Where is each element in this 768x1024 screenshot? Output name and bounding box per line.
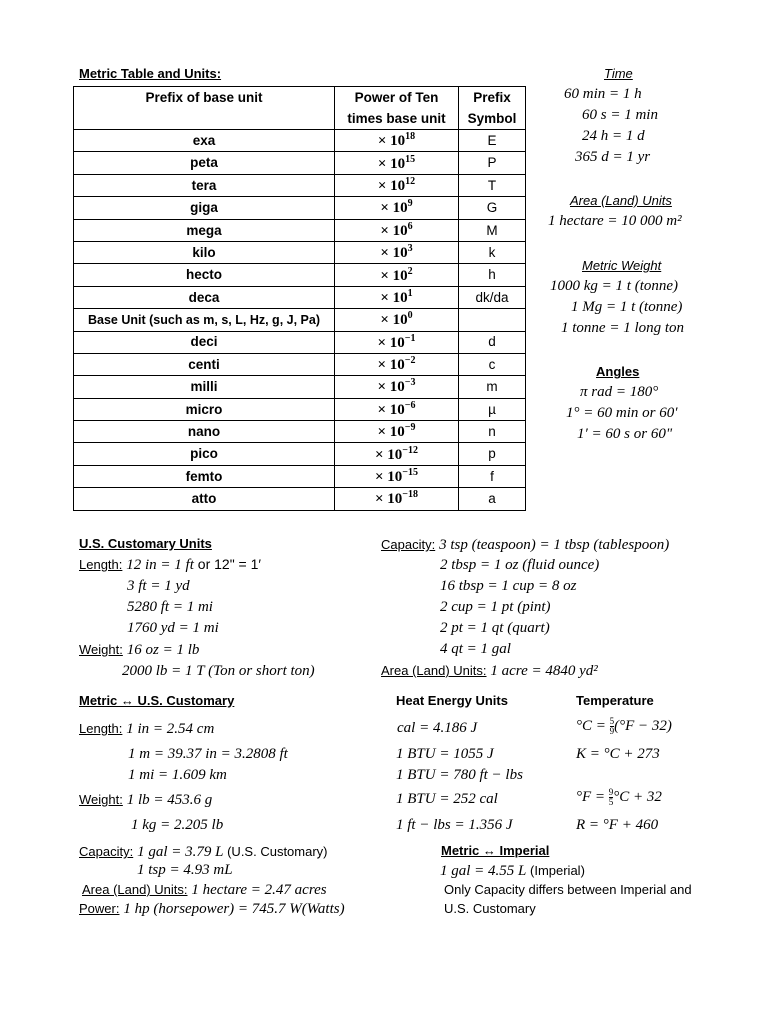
- capacity-line: 2 cup = 1 pt (pint): [440, 599, 551, 615]
- mu-capacity-label: Capacity:: [79, 844, 134, 859]
- symbol-cell: h: [459, 264, 526, 286]
- fraction-5-9: $\frac{5}{9}$: [609, 716, 615, 736]
- capacity-line: 4 qt = 1 gal: [440, 641, 511, 657]
- imperial-first: 1 gal = 4.55 L: [440, 863, 527, 879]
- time-line: 60 s = 1 min: [582, 107, 658, 123]
- area-land-title: Area (Land) Units: [570, 193, 672, 208]
- prefix-cell: kilo: [74, 241, 335, 263]
- heat-line: 1 BTU = 1055 J: [396, 746, 494, 762]
- us-length-line: 3 ft = 1 yd: [127, 578, 190, 594]
- table-row: [74, 197, 526, 219]
- prefix-cell: mega: [74, 219, 335, 241]
- prefix-cell: centi: [74, 353, 335, 375]
- prefix-cell: micro: [74, 398, 335, 420]
- symbol-cell: p: [459, 443, 526, 465]
- mu-length-first: 1 in = 2.54 cm: [126, 721, 215, 737]
- mu-weight-line: 1 kg = 2.205 lb: [131, 817, 224, 833]
- power-cell: × $10^{-1}$: [335, 331, 459, 353]
- symbol-cell: f: [459, 465, 526, 487]
- symbol-cell: dk/da: [459, 286, 526, 308]
- table-row: [74, 286, 526, 308]
- temperature-title: Temperature: [576, 693, 654, 708]
- mu-capacity-line: 1 tsp = 4.93 mL: [137, 862, 233, 878]
- capacity-line: 2 tbsp = 1 oz (fluid ounce): [440, 557, 600, 573]
- power-cell: × $10^{-9}$: [335, 421, 459, 443]
- fraction-9-5: $\frac{9}{5}$: [608, 787, 614, 807]
- prefix-cell: pico: [74, 443, 335, 465]
- power-cell: × $10^{18}$: [335, 130, 459, 152]
- temp-k-line: K = °C + 273: [576, 746, 660, 762]
- metric-weight-title: Metric Weight: [582, 258, 662, 273]
- power-cell: × $10^{-3}$: [335, 376, 459, 398]
- power-cell: × $10^6$: [335, 219, 459, 241]
- table-row: [74, 174, 526, 196]
- us-length-row: [79, 556, 261, 574]
- symbol-cell: [459, 309, 526, 331]
- mu-area-label: Area (Land) Units:: [82, 882, 188, 897]
- us-length-label: Length:: [79, 557, 123, 572]
- power-cell: × $10^{12}$: [335, 174, 459, 196]
- table-row: [74, 152, 526, 174]
- mu-length-row: [79, 720, 214, 738]
- table-header-row: [74, 87, 526, 130]
- metric-weight-line: 1 Mg = 1 t (tonne): [571, 299, 683, 315]
- time-title: Time: [604, 66, 633, 81]
- table-row: [74, 488, 526, 510]
- table-row: [74, 309, 526, 331]
- imperial-first-tail: (Imperial): [526, 863, 585, 878]
- us-length-first: 12 in = 1 ft: [126, 557, 194, 573]
- prefix-cell: tera: [74, 174, 335, 196]
- power-cell: × $10^{-2}$: [335, 353, 459, 375]
- prefix-cell: nano: [74, 421, 335, 443]
- table-row: [74, 264, 526, 286]
- power-cell: × $10^{-18}$: [335, 488, 459, 510]
- power-cell: × $10^{-12}$: [335, 443, 459, 465]
- power-cell: × $10^1$: [335, 286, 459, 308]
- us-length-first-tail: or 12" = 1′: [193, 556, 262, 572]
- table-row: [74, 443, 526, 465]
- us-weight-line: 2000 lb = 1 T (Ton or short ton): [122, 663, 315, 679]
- heat-line: 1 ft − lbs = 1.356 J: [396, 817, 513, 833]
- prefix-cell: deci: [74, 331, 335, 353]
- temp-f-line: °F = $\frac{9}{5}$ °C + 32: [576, 787, 662, 807]
- table-row: [74, 241, 526, 263]
- mu-power-value: 1 hp (horsepower) = 745.7 W(Watts): [123, 901, 345, 917]
- symbol-cell: k: [459, 241, 526, 263]
- prefix-cell: Base Unit (such as m, s, L, Hz, g, J, Pa): [74, 309, 335, 331]
- us-customary-title: U.S. Customary Units: [79, 536, 212, 551]
- metric-weight-line: 1000 kg = 1 t (tonne): [550, 278, 679, 294]
- table-row: [74, 376, 526, 398]
- symbol-cell: M: [459, 219, 526, 241]
- header-prefix: Prefix of base unit: [74, 87, 335, 130]
- table-row: [74, 331, 526, 353]
- mu-weight-row: [79, 791, 212, 809]
- table-row: [74, 465, 526, 487]
- power-cell: × $10^{-15}$: [335, 465, 459, 487]
- prefix-cell: hecto: [74, 264, 335, 286]
- temp-r-line: R = °F + 460: [576, 817, 659, 833]
- capacity-label: Capacity:: [381, 537, 436, 552]
- metric-imperial-title: Metric ↔ Imperial: [441, 843, 550, 858]
- capacity-area-row: [381, 662, 598, 680]
- mu-capacity-first-tail: (U.S. Customary): [223, 844, 328, 859]
- angles-title: Angles: [596, 364, 640, 379]
- mu-area-value: 1 hectare = 2.47 acres: [191, 882, 327, 898]
- table-row: [74, 398, 526, 420]
- mu-length-line: 1 m = 39.37 in = 3.2808 ft: [128, 746, 288, 762]
- symbol-cell: a: [459, 488, 526, 510]
- capacity-area-value: 1 acre = 4840 yd²: [490, 663, 598, 679]
- power-cell: × $10^9$: [335, 197, 459, 219]
- table-row: [74, 353, 526, 375]
- capacity-first: 3 tsp (teaspoon) = 1 tbsp (tablespoon): [439, 537, 670, 553]
- mu-area-row: [82, 881, 327, 899]
- temp-c-line: °C = $\frac{5}{9}$ (°F − 32): [576, 716, 672, 736]
- symbol-cell: d: [459, 331, 526, 353]
- mu-weight-label: Weight:: [79, 792, 123, 807]
- time-line: 365 d = 1 yr: [575, 149, 651, 165]
- power-cell: × $10^2$: [335, 264, 459, 286]
- prefix-cell: peta: [74, 152, 335, 174]
- time-line: 24 h = 1 d: [582, 128, 645, 144]
- symbol-cell: µ: [459, 398, 526, 420]
- power-cell: × $10^0$: [335, 309, 459, 331]
- imperial-note: U.S. Customary: [444, 901, 536, 916]
- mu-length-line: 1 mi = 1.609 km: [128, 767, 227, 783]
- power-cell: × $10^{-6}$: [335, 398, 459, 420]
- heat-title: Heat Energy Units: [396, 693, 508, 708]
- prefix-cell: milli: [74, 376, 335, 398]
- symbol-cell: T: [459, 174, 526, 196]
- us-length-line: 1760 yd = 1 mi: [127, 620, 219, 636]
- area-land-line: 1 hectare = 10 000 m²: [548, 213, 682, 229]
- symbol-cell: E: [459, 130, 526, 152]
- us-weight-label: Weight:: [79, 642, 123, 657]
- imperial-row: [440, 862, 585, 880]
- prefix-cell: giga: [74, 197, 335, 219]
- symbol-cell: n: [459, 421, 526, 443]
- capacity-row: [381, 536, 669, 554]
- prefix-cell: femto: [74, 465, 335, 487]
- metric-us-title: Metric ↔ U.S. Customary: [79, 693, 235, 708]
- mu-power-label: Power:: [79, 901, 120, 916]
- mu-power-row: [79, 900, 345, 918]
- capacity-area-label: Area (Land) Units:: [381, 663, 487, 678]
- heat-line: cal = 4.186 J: [397, 720, 478, 736]
- table-row: [74, 219, 526, 241]
- table-row: [74, 130, 526, 152]
- symbol-cell: G: [459, 197, 526, 219]
- prefix-cell: deca: [74, 286, 335, 308]
- capacity-line: 16 tbsp = 1 cup = 8 oz: [440, 578, 577, 594]
- prefix-cell: atto: [74, 488, 335, 510]
- table-body: [74, 130, 526, 511]
- angles-line: π rad = 180°: [580, 384, 659, 400]
- mu-capacity-row: [79, 843, 328, 861]
- mu-length-label: Length:: [79, 721, 123, 736]
- us-weight-row: [79, 641, 199, 659]
- symbol-cell: c: [459, 353, 526, 375]
- mu-capacity-first: 1 gal = 3.79 L: [137, 844, 224, 860]
- heat-line: 1 BTU = 780 ft − lbs: [396, 767, 523, 783]
- power-cell: × $10^3$: [335, 241, 459, 263]
- header-symbol: Prefix Symbol: [459, 87, 526, 130]
- mu-weight-first: 1 lb = 453.6 g: [126, 792, 213, 808]
- capacity-line: 2 pt = 1 qt (quart): [440, 620, 550, 636]
- angles-line: 1′ = 60 s or 60": [577, 426, 673, 442]
- metric-table-title: Metric Table and Units:: [79, 66, 222, 81]
- angles-line: 1° = 60 min or 60′: [566, 405, 678, 421]
- table-row: [74, 421, 526, 443]
- metric-weight-line: 1 tonne = 1 long ton: [561, 320, 685, 336]
- power-cell: × $10^{15}$: [335, 152, 459, 174]
- heat-line: 1 BTU = 252 cal: [396, 791, 498, 807]
- time-line: 60 min = 1 h: [564, 86, 642, 102]
- metric-prefix-table: [73, 86, 526, 511]
- symbol-cell: m: [459, 376, 526, 398]
- us-length-line: 5280 ft = 1 mi: [127, 599, 213, 615]
- prefix-cell: exa: [74, 130, 335, 152]
- header-power: Power of Ten times base unit: [335, 87, 459, 130]
- imperial-note: Only Capacity differs between Imperial and: [444, 882, 692, 897]
- us-weight-first: 16 oz = 1 lb: [126, 642, 200, 658]
- symbol-cell: P: [459, 152, 526, 174]
